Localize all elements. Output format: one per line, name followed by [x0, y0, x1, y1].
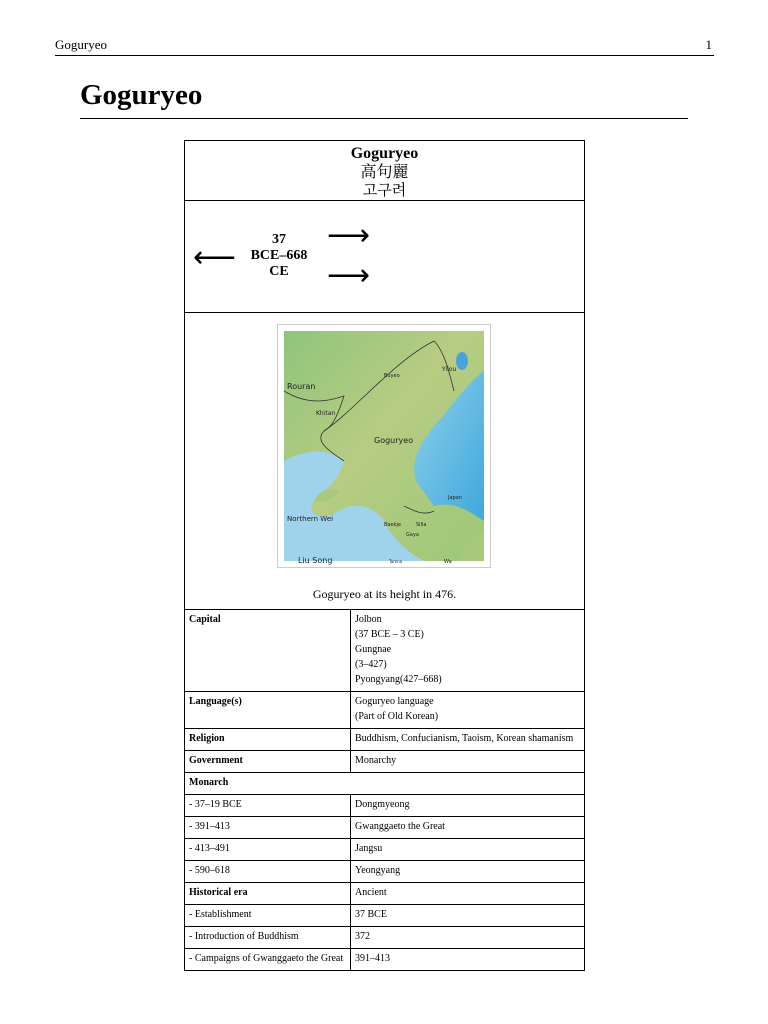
infobox-row-label: Government [185, 751, 351, 773]
infobox-value-line: Yeongyang [355, 865, 401, 876]
infobox-value-line: 37 BCE [355, 909, 387, 920]
infobox [184, 140, 585, 971]
map-label-wa: Wa [444, 559, 452, 565]
infobox-table [185, 610, 584, 970]
map-section [185, 313, 584, 610]
map-label-gaya: Gaya [406, 532, 419, 538]
infobox-row-value [351, 795, 585, 817]
infobox-row-label: - Campaigns of Gwanggaeto the Great [185, 949, 351, 971]
infobox-name-hanja: 高句麗 [360, 162, 409, 181]
infobox-row-value [351, 729, 585, 751]
infobox-row-value [351, 949, 585, 971]
map-label-liu-song: Liu Song [298, 556, 333, 565]
era-dates-line-3: CE [269, 264, 289, 279]
infobox-row [185, 610, 584, 692]
succession-box [185, 201, 584, 313]
infobox-value-line: Gwanggaeto the Great [355, 821, 445, 832]
infobox-value-line: Goguryeo language [355, 696, 434, 707]
map-svg [284, 331, 484, 565]
map-caption: Goguryeo at its height in 476. [312, 587, 457, 601]
infobox-row-label: Religion [185, 729, 351, 751]
era-dates [239, 232, 319, 280]
map-label-khitan: Khitan [316, 410, 336, 417]
infobox-row-value [351, 692, 585, 729]
infobox-row [185, 795, 584, 817]
era-dates-line-2: BCE–668 [250, 248, 308, 263]
infobox-row-value [351, 883, 585, 905]
infobox-row-label: - 37–19 BCE [185, 795, 351, 817]
map-label-rouran: Rouran [287, 382, 316, 391]
infobox-row-label: - Establishment [185, 905, 351, 927]
infobox-row [185, 883, 584, 905]
infobox-row [185, 729, 584, 751]
infobox-row [185, 751, 584, 773]
infobox-row-label: Historical era [185, 883, 351, 905]
map-label-tamna: Tamna [389, 559, 403, 564]
infobox-value-line: Dongmyeong [355, 799, 410, 810]
infobox-header [185, 141, 584, 201]
infobox-row-label: - 590–618 [185, 861, 351, 883]
infobox-row [185, 927, 584, 949]
next-state-arrow-icon[interactable]: ⟶ [327, 218, 371, 253]
infobox-row-value [351, 817, 585, 839]
infobox-value-line: Buddhism, Confucianism, Taoism, Korean shamanism [355, 733, 574, 744]
infobox-row-value [351, 861, 585, 883]
infobox-name-hangul: 고구려 [362, 181, 407, 199]
map-label-goguryeo: Goguryeo [374, 436, 414, 445]
infobox-value-line: 372 [355, 931, 370, 942]
infobox-value-line: Gungnae [355, 644, 392, 655]
infobox-value-line: (3–427) [355, 659, 387, 670]
map-label-silla: Silla [416, 522, 427, 528]
infobox-value-line: (37 BCE – 3 CE) [355, 629, 424, 640]
map-label-japan: Japan [448, 495, 462, 501]
infobox-row [185, 773, 584, 795]
map-label-yilou: Yilou [442, 366, 457, 373]
infobox-row-value [351, 927, 585, 949]
map-label-buyeo: Buyeo [384, 373, 400, 379]
infobox-value-line: Jangsu [355, 843, 383, 854]
map-label-baekje: Baekje [384, 522, 401, 528]
era-dates-line-1: 37 [272, 232, 286, 247]
infobox-row [185, 839, 584, 861]
infobox-row-value [351, 839, 585, 861]
infobox-value-line: Ancient [355, 887, 387, 898]
infobox-value-line: Jolbon [355, 614, 382, 625]
infobox-value-line: (Part of Old Korean) [355, 711, 439, 722]
map-label-northern-wei: Northern Wei [287, 515, 334, 523]
infobox-row-value [351, 751, 585, 773]
infobox-row-value [351, 610, 585, 692]
infobox-value-line: Monarchy [355, 755, 397, 766]
map-lake [456, 352, 468, 370]
infobox-row-label: - 413–491 [185, 839, 351, 861]
page-number: 1 [705, 37, 712, 52]
running-header-title: Goguryeo [55, 37, 107, 52]
infobox-row [185, 949, 584, 971]
running-header [55, 38, 714, 56]
infobox-value-line: Pyongyang(427–668) [355, 674, 442, 685]
infobox-row [185, 692, 584, 729]
infobox-value-line: 391–413 [355, 953, 390, 964]
infobox-name: Goguryeo [350, 145, 419, 162]
next-state-arrow-icon-2[interactable]: ⟶ [327, 258, 371, 293]
previous-state-arrow-icon[interactable]: ⟵ [193, 240, 237, 275]
infobox-row [185, 905, 584, 927]
infobox-row [185, 817, 584, 839]
infobox-row-label: Capital [185, 610, 351, 692]
infobox-rows [185, 610, 584, 970]
infobox-row-label: - Introduction of Buddhism [185, 927, 351, 949]
map-image[interactable] [277, 324, 491, 568]
infobox-row-label: - 391–413 [185, 817, 351, 839]
infobox-row-label: Monarch [185, 773, 584, 795]
infobox-row-value [351, 905, 585, 927]
infobox-row [185, 861, 584, 883]
infobox-row-label: Language(s) [185, 692, 351, 729]
page-title: Goguryeo [80, 76, 688, 119]
